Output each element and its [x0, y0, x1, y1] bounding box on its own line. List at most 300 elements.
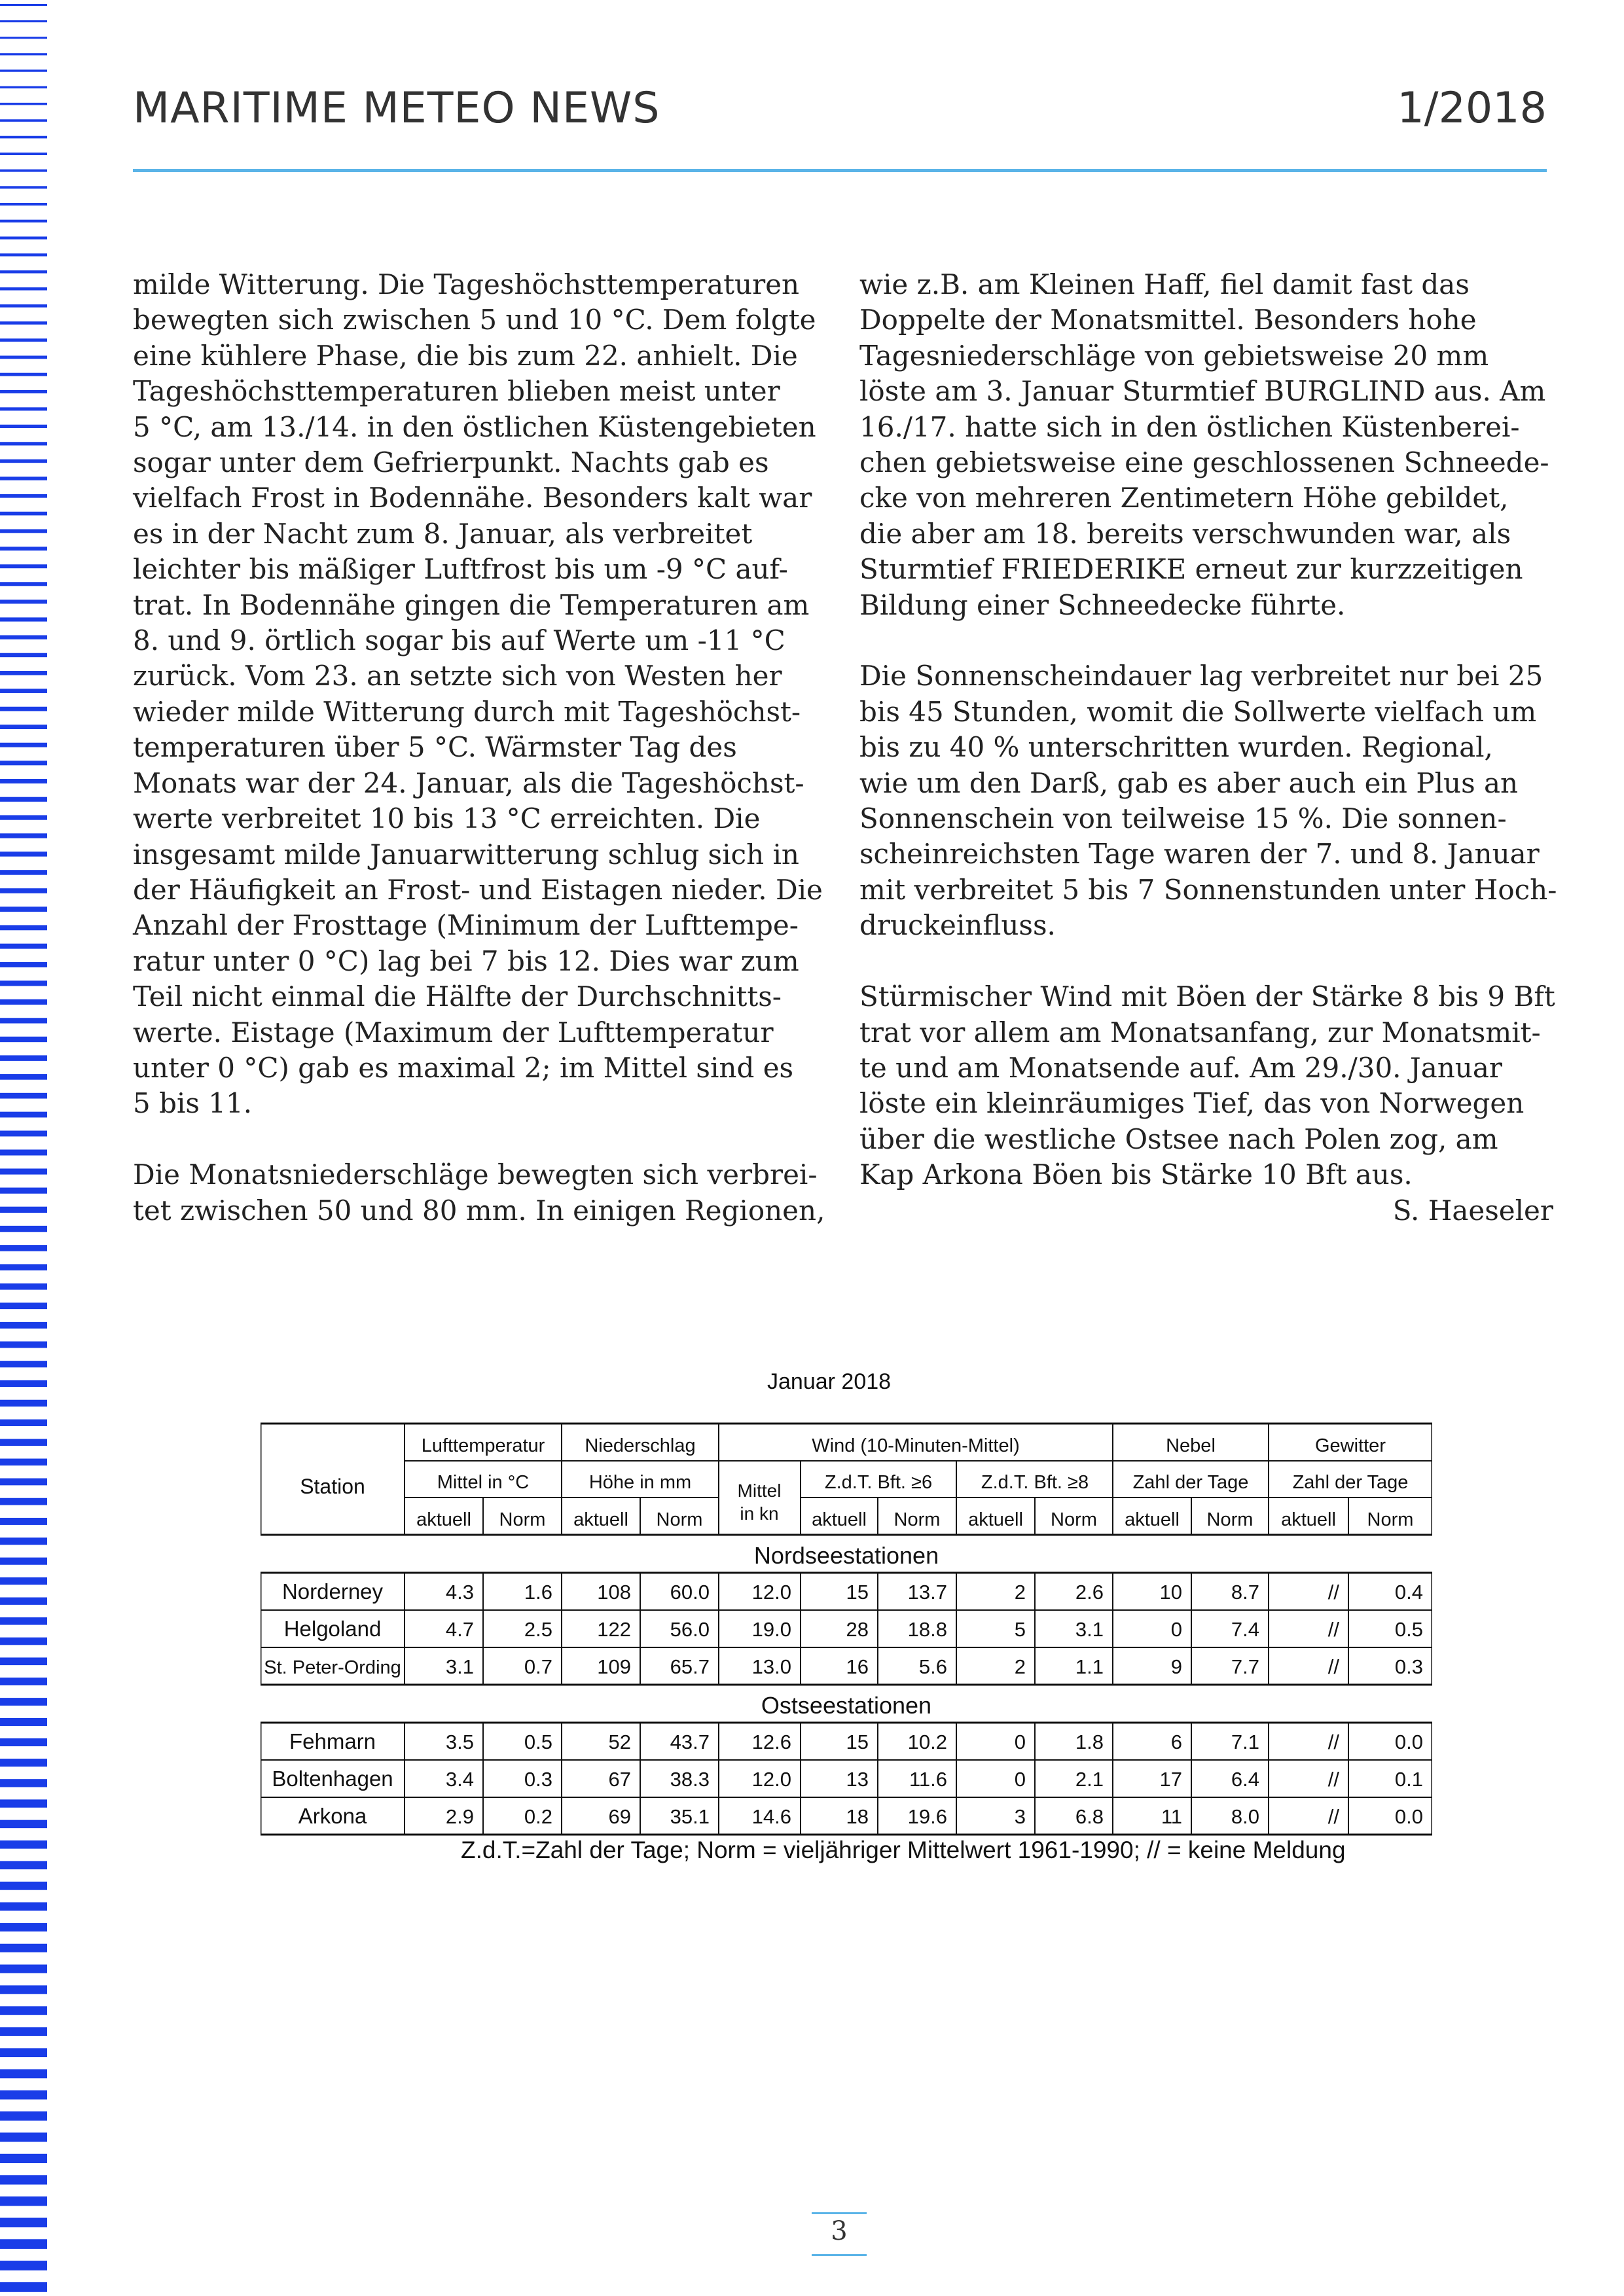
subcolumn-aktuell: aktuell — [416, 1509, 471, 1530]
stripe-bar — [0, 20, 47, 22]
stripe-bar — [0, 4, 47, 6]
stripe-bar — [0, 600, 47, 603]
text-line: über die westliche Ostsee nach Polen zog, am — [859, 1122, 1498, 1155]
stripe-bar — [0, 1055, 47, 1061]
stripe-bar — [0, 2261, 47, 2270]
stripe-bar — [0, 1902, 47, 1910]
section-title: Ostseestationen — [761, 1692, 932, 1719]
stripe-bar — [0, 1207, 47, 1213]
stripe-bar — [0, 2197, 47, 2206]
stripe-bar — [0, 1944, 47, 1952]
data-cell: 0.3 — [524, 1768, 552, 1791]
data-cell: 0.5 — [1394, 1618, 1423, 1641]
data-cell: 1.1 — [1075, 1655, 1104, 1678]
subcolumn-norm: Norm — [1367, 1509, 1414, 1530]
data-cell: 11.6 — [909, 1768, 947, 1791]
text-line: unter 0 °C) gab es maximal 2; im Mittel sind es — [133, 1051, 794, 1084]
paragraph-break — [133, 1122, 807, 1157]
wind-mean-unit: in kn — [740, 1503, 779, 1524]
data-cell: 12.6 — [751, 1731, 791, 1753]
stripe-bar — [0, 564, 47, 568]
stripe-bar — [0, 152, 47, 155]
text-line: te und am Monatsende auf. Am 29./30. Januar — [859, 1051, 1502, 1084]
climate-data-table — [261, 1407, 1432, 1846]
publication-title: MARITIME METEO NEWS — [133, 84, 660, 133]
data-cell: 12.0 — [751, 1768, 791, 1791]
stripe-bar — [0, 494, 47, 498]
stripe-bar — [0, 1479, 47, 1486]
data-cell: 8.0 — [1231, 1805, 1259, 1828]
stripe-bar — [0, 220, 47, 223]
stripe-bar — [0, 1341, 47, 1348]
text-line: löste am 3. Januar Sturmtief BURGLIND aus. Am — [859, 375, 1546, 408]
stripe-bar — [0, 69, 47, 71]
stripe-bar — [0, 2132, 47, 2142]
data-cell: 5.6 — [918, 1655, 947, 1678]
stripe-bar — [0, 1459, 47, 1466]
stripe-bar — [0, 1537, 47, 1545]
stripe-bar — [0, 529, 47, 533]
stripe-bar — [0, 1677, 47, 1685]
data-cell: 0 — [1014, 1768, 1026, 1791]
text-line: Die Sonnenscheindauer lag verbreitet nur bei 25 — [859, 660, 1543, 692]
text-line: scheinreichsten Tage waren der 7. und 8. Januar — [859, 838, 1540, 870]
page-number: 3 — [831, 2216, 848, 2246]
text-line: trat. In Bodennähe gingen die Temperaturen am — [133, 588, 810, 621]
stripe-bar — [0, 1130, 47, 1136]
stripe-bar — [0, 1188, 47, 1194]
text-line: wieder milde Witterung durch mit Tageshöchst- — [133, 695, 801, 728]
stripe-bar — [0, 1018, 47, 1023]
stripe-bar — [0, 980, 47, 986]
stripe-bar — [0, 1985, 47, 1994]
text-line: Tagesniederschläge von gebietsweise 20 mm — [859, 339, 1489, 372]
data-cell: 11 — [1161, 1805, 1182, 1828]
stripe-bar — [0, 1439, 47, 1446]
stripe-bar — [0, 1112, 47, 1118]
stripe-bar — [0, 1518, 47, 1525]
data-cell: 108 — [597, 1581, 631, 1604]
text-line: wie z.B. am Kleinen Haff, fiel damit fast das — [859, 268, 1470, 300]
text-line: zurück. Vom 23. an setzte sich von Westen her — [133, 660, 782, 692]
data-cell: // — [1327, 1581, 1339, 1604]
stripe-bar — [0, 725, 47, 729]
text-line: temperaturen über 5 °C. Wärmster Tag des — [133, 731, 737, 764]
page-header — [133, 84, 1547, 143]
stripe-bar — [0, 761, 47, 765]
text-line: tet zwischen 50 und 80 mm. In einigen Regionen, — [133, 1194, 825, 1227]
text-line: vielfach Frost in Bodennähe. Besonders kalt war — [133, 482, 812, 514]
stripe-bar — [0, 425, 47, 428]
text-line: 8. und 9. örtlich sogar bis auf Werte um -11 °C — [133, 624, 785, 657]
subcolumn-aktuell: aktuell — [1125, 1509, 1180, 1530]
stripe-bar — [0, 944, 47, 949]
stripe-bar — [0, 103, 47, 105]
data-cell: // — [1327, 1805, 1339, 1828]
author-signature: S. Haeseler — [1392, 1194, 1553, 1227]
stripe-bar — [0, 37, 47, 39]
stripe-bar — [0, 1322, 47, 1329]
text-line: chen gebietsweise eine geschlossenen Schneede- — [859, 446, 1549, 479]
article-column-right — [859, 267, 1557, 1229]
data-cell: 6.8 — [1075, 1805, 1104, 1828]
header-divider — [133, 169, 1547, 172]
stripe-bar — [0, 999, 47, 1005]
data-cell: 3.5 — [445, 1731, 474, 1753]
text-line: insgesamt milde Januarwitterung schlug sich in — [133, 838, 799, 870]
text-line: löste ein kleinräumiges Tief, das von Norwegen — [859, 1087, 1525, 1120]
stripe-bar — [0, 1738, 47, 1746]
subcolumn-norm: Norm — [656, 1509, 703, 1530]
data-cell: 4.3 — [445, 1581, 474, 1604]
stripe-bar — [0, 86, 47, 88]
data-cell: 8.7 — [1231, 1581, 1259, 1604]
stripe-bar — [0, 1074, 47, 1080]
station-name: Fehmarn — [289, 1729, 376, 1753]
stripe-bar — [0, 925, 47, 930]
stripe-bar — [0, 203, 47, 206]
data-cell: 0.2 — [524, 1805, 552, 1828]
text-line: werte verbreitet 10 bis 13 °C erreichten. Die — [133, 802, 761, 835]
data-cell: 10 — [1159, 1581, 1182, 1604]
data-cell: 65.7 — [670, 1655, 710, 1678]
stripe-bar — [0, 2048, 47, 2057]
data-cell: 60.0 — [670, 1581, 710, 1604]
station-name: Arkona — [298, 1804, 367, 1828]
data-cell: 13 — [846, 1768, 869, 1791]
page-number-rule-top — [812, 2212, 867, 2214]
text-line: bis zu 40 % unterschritten wurden. Regional, — [859, 731, 1493, 764]
stripe-bar — [0, 1302, 47, 1309]
station-name: Helgoland — [283, 1617, 382, 1641]
stripe-bar — [0, 1149, 47, 1155]
subcolumn-aktuell: aktuell — [968, 1509, 1023, 1530]
text-line: die aber am 18. bereits verschwunden war, als — [859, 517, 1511, 550]
data-cell: 19.6 — [907, 1805, 947, 1828]
data-cell: 2 — [1014, 1655, 1026, 1678]
text-line: Sonnenschein von teilweise 15 %. Die sonnen- — [859, 802, 1507, 835]
data-cell: 14.6 — [751, 1805, 791, 1828]
stripe-bar — [0, 119, 47, 122]
data-cell: 28 — [846, 1618, 869, 1641]
text-line: der Häufigkeit an Frost- und Eistagen nieder. Die — [133, 873, 823, 906]
data-cell: 0 — [1014, 1731, 1026, 1753]
stripe-bar — [0, 689, 47, 693]
data-cell: 6 — [1170, 1731, 1182, 1753]
wind-days-bft8-header: Z.d.T. Bft. ≥8 — [981, 1472, 1089, 1493]
stripe-bar — [0, 1799, 47, 1807]
data-cell: 16 — [846, 1655, 869, 1678]
stripe-bar — [0, 1638, 47, 1645]
data-cell: 2 — [1014, 1581, 1026, 1604]
text-line: bewegten sich zwischen 5 und 10 °C. Dem folgte — [133, 304, 816, 336]
stripe-bar — [0, 390, 47, 393]
data-cell: 2.9 — [445, 1805, 474, 1828]
stripe-bar — [0, 797, 47, 802]
subcolumn-norm: Norm — [499, 1509, 546, 1530]
stripe-bar — [0, 707, 47, 711]
stripe-bar — [0, 1617, 47, 1624]
data-cell: 1.8 — [1075, 1731, 1104, 1753]
group-header: Nebel — [1166, 1435, 1216, 1456]
text-line: cke von mehreren Zentimetern Höhe gebildet, — [859, 482, 1509, 514]
group-header: Lufttemperatur — [421, 1435, 545, 1456]
stripe-bar — [0, 1226, 47, 1232]
station-header: Station — [300, 1475, 365, 1498]
stripe-bar — [0, 582, 47, 586]
station-name: Norderney — [281, 1579, 384, 1604]
stripe-bar — [0, 1965, 47, 1973]
stripe-bar — [0, 2175, 47, 2184]
stripe-bar — [0, 888, 47, 893]
stripe-bar — [0, 1779, 47, 1787]
stripe-bar — [0, 1420, 47, 1426]
text-line: Sturmtief FRIEDERIKE erneut zur kurzzeitigen — [859, 553, 1523, 586]
data-cell: 15 — [846, 1731, 869, 1753]
wind-days-bft6-header: Z.d.T. Bft. ≥6 — [824, 1472, 933, 1493]
text-line: trat vor allem am Monatsanfang, zur Monatsmit- — [859, 1016, 1541, 1049]
stripe-bar — [0, 270, 47, 273]
issue-number: 1/2018 — [1397, 84, 1547, 133]
data-cell: 7.4 — [1231, 1618, 1259, 1641]
text-line: 5 °C, am 13./14. in den östlichen Küstengebieten — [133, 410, 816, 443]
stripe-bar — [0, 636, 47, 639]
text-line: Anzahl der Frosttage (Minimum der Lufttempe- — [133, 909, 799, 942]
stripe-bar — [0, 2090, 47, 2100]
text-line: milde Witterung. Die Tageshöchsttemperaturen — [133, 268, 800, 300]
data-cell: 0.5 — [524, 1731, 552, 1753]
stripe-bar — [0, 852, 47, 856]
data-cell: 18 — [846, 1805, 869, 1828]
stripe-bar — [0, 1861, 47, 1869]
stripe-bar — [0, 833, 47, 838]
stripe-bar — [0, 779, 47, 783]
data-cell: 56.0 — [670, 1618, 710, 1641]
data-cell: 7.1 — [1231, 1731, 1259, 1753]
stripe-bar — [0, 186, 47, 188]
data-cell: 67 — [608, 1768, 631, 1791]
stripe-bar — [0, 1923, 47, 1931]
data-cell: 19.0 — [751, 1618, 791, 1641]
text-line: 16./17. hatte sich in den östlichen Küstenberei- — [859, 410, 1520, 443]
group-subheader: Zahl der Tage — [1132, 1472, 1249, 1493]
subcolumn-norm: Norm — [1051, 1509, 1097, 1530]
text-line: leichter bis mäßiger Luftfrost bis um -9 °C auf- — [133, 553, 788, 586]
data-cell: 69 — [608, 1805, 631, 1828]
stripe-bar — [0, 2006, 47, 2015]
stripe-bar — [0, 815, 47, 819]
table-footnote: Z.d.T.=Zahl der Tage; Norm = vieljähriger Mittelwert 1961-1990; // = keine Meldung — [461, 1837, 1346, 1863]
stripe-bar — [0, 1400, 47, 1407]
data-cell: 0 — [1170, 1618, 1182, 1641]
subcolumn-aktuell: aktuell — [812, 1509, 867, 1530]
stripe-bar — [0, 617, 47, 621]
text-line: Tageshöchsttemperaturen blieben meist unter — [133, 375, 780, 408]
data-cell: // — [1327, 1655, 1339, 1678]
stripe-bar — [0, 870, 47, 875]
text-line: Bildung einer Schneedecke führte. — [859, 588, 1346, 621]
stripe-bar — [0, 1361, 47, 1367]
data-cell: 17 — [1159, 1768, 1182, 1791]
text-line: Die Monatsniederschläge bewegten sich verbrei- — [133, 1158, 818, 1191]
stripe-bar — [0, 407, 47, 410]
stripe-bar — [0, 136, 47, 139]
text-line: druckeinfluss. — [859, 909, 1056, 942]
stripe-bar — [0, 459, 47, 463]
data-cell: 52 — [608, 1731, 631, 1753]
data-cell: 122 — [597, 1618, 631, 1641]
text-line: mit verbreitet 5 bis 7 Sonnenstunden unter Hoch- — [859, 873, 1557, 906]
data-cell: 3.1 — [445, 1655, 474, 1678]
stripe-bar — [0, 1820, 47, 1829]
data-cell: 13.0 — [751, 1655, 791, 1678]
data-cell: 2.1 — [1075, 1768, 1104, 1791]
data-cell: 0.0 — [1394, 1805, 1423, 1828]
stripe-bar — [0, 1558, 47, 1565]
stripe-bar — [0, 1283, 47, 1290]
stripe-bar — [0, 2069, 47, 2078]
text-line: bis 45 Stunden, womit die Sollwerte vielfach um — [859, 695, 1537, 728]
data-cell: 9 — [1170, 1655, 1182, 1678]
stripe-bar — [0, 53, 47, 55]
data-cell: 3.4 — [445, 1768, 474, 1791]
stripe-bar — [0, 321, 47, 325]
stripe-bar — [0, 1718, 47, 1726]
stripe-bar — [0, 170, 47, 172]
group-header: Niederschlag — [585, 1435, 696, 1456]
stripe-bar — [0, 236, 47, 239]
data-cell: 38.3 — [670, 1768, 710, 1791]
text-line: Teil nicht einmal die Hälfte der Durchschnitts- — [133, 980, 782, 1013]
data-cell: // — [1327, 1731, 1339, 1753]
text-line: 5 bis 11. — [133, 1087, 253, 1120]
stripe-graphic — [0, 0, 47, 2296]
page-number-rule-bottom — [812, 2254, 867, 2256]
stripe-bar — [0, 1577, 47, 1585]
group-header: Wind (10-Minuten-Mittel) — [812, 1435, 1020, 1456]
stripe-bar — [0, 287, 47, 291]
data-cell: 1.6 — [524, 1581, 552, 1604]
text-line: ratur unter 0 °C) lag bei 7 bis 12. Dies war zum — [133, 944, 799, 977]
stripe-bar — [0, 1168, 47, 1174]
text-line: Kap Arkona Böen bis Stärke 10 Bft aus. — [859, 1158, 1413, 1191]
stripe-bar — [0, 653, 47, 657]
data-cell: 18.8 — [907, 1618, 947, 1641]
stripe-bar — [0, 1598, 47, 1605]
paragraph-break — [859, 944, 1553, 979]
stripe-bar — [0, 1882, 47, 1890]
stripe-bar — [0, 1840, 47, 1849]
group-header: Gewitter — [1315, 1435, 1386, 1456]
stripe-bar — [0, 476, 47, 480]
text-line: Monats war der 24. Januar, als die Tageshöchst- — [133, 766, 804, 799]
stripe-bar — [0, 1698, 47, 1706]
text-line: Stürmischer Wind mit Böen der Stärke 8 bis 9 Bft — [859, 980, 1555, 1013]
text-line: werte. Eistage (Maximum der Lufttemperatur — [133, 1016, 774, 1049]
group-subheader: Zahl der Tage — [1292, 1472, 1409, 1493]
stripe-bar — [0, 373, 47, 376]
stripe-bar — [0, 512, 47, 516]
data-cell: 10.2 — [907, 1731, 947, 1753]
paragraph-break — [859, 623, 1553, 658]
data-cell: 13.7 — [907, 1581, 947, 1604]
data-cell: 2.5 — [524, 1618, 552, 1641]
stripe-bar — [0, 906, 47, 912]
data-cell: 4.7 — [445, 1618, 474, 1641]
stripe-bar — [0, 962, 47, 967]
subcolumn-aktuell: aktuell — [1281, 1509, 1336, 1530]
data-cell: 2.6 — [1075, 1581, 1104, 1604]
stripe-bar — [0, 2154, 47, 2163]
data-cell: 0.0 — [1394, 1731, 1423, 1753]
data-cell: 109 — [597, 1655, 631, 1678]
data-cell: 0.1 — [1394, 1768, 1423, 1791]
data-cell: 0.3 — [1394, 1655, 1423, 1678]
stripe-bar — [0, 547, 47, 550]
stripe-bar — [0, 338, 47, 342]
data-cell: 43.7 — [670, 1731, 710, 1753]
stripe-bar — [0, 2218, 47, 2228]
data-cell: // — [1327, 1768, 1339, 1791]
data-cell: // — [1327, 1618, 1339, 1641]
data-cell: 7.7 — [1231, 1655, 1259, 1678]
data-cell: 5 — [1014, 1618, 1026, 1641]
stripe-bar — [0, 1245, 47, 1251]
subcolumn-aktuell: aktuell — [573, 1509, 628, 1530]
data-cell: 35.1 — [670, 1805, 710, 1828]
subcolumn-norm: Norm — [1206, 1509, 1254, 1530]
stripe-bar — [0, 442, 47, 445]
stripe-bar — [0, 1264, 47, 1270]
decorative-side-stripe — [0, 0, 47, 2296]
data-cell: 3.1 — [1075, 1618, 1104, 1641]
stripe-bar — [0, 1037, 47, 1042]
article-column-left — [133, 267, 825, 1229]
stripe-bar — [0, 2111, 47, 2121]
data-cell: 6.4 — [1231, 1768, 1259, 1791]
data-cell: 12.0 — [751, 1581, 791, 1604]
group-subheader: Mittel in °C — [437, 1472, 530, 1493]
text-line: es in der Nacht zum 8. Januar, als verbreitet — [133, 517, 753, 550]
stripe-bar — [0, 355, 47, 359]
text-line: eine kühlere Phase, die bis zum 22. anhielt. Die — [133, 339, 798, 372]
data-cell: 0.7 — [524, 1655, 552, 1678]
stripe-bar — [0, 253, 47, 256]
stripe-bar — [0, 1093, 47, 1099]
stripe-bar — [0, 1380, 47, 1387]
stripe-bar — [0, 743, 47, 747]
text-line: Doppelte der Monatsmittel. Besonders hohe — [859, 304, 1477, 336]
stripe-bar — [0, 2239, 47, 2249]
stripe-bar — [0, 1657, 47, 1665]
group-subheader: Höhe in mm — [588, 1472, 692, 1493]
stripe-bar — [0, 2282, 47, 2292]
station-name: St. Peter-Ording — [264, 1657, 401, 1678]
table-caption: Januar 2018 — [767, 1369, 892, 1394]
stripe-bar — [0, 671, 47, 675]
text-line: sogar unter dem Gefrierpunkt. Nachts gab es — [133, 446, 769, 479]
subcolumn-norm: Norm — [893, 1509, 941, 1530]
section-title: Nordseestationen — [753, 1542, 939, 1569]
stripe-bar — [0, 304, 47, 308]
text-line: wie um den Darß, gab es aber auch ein Plus an — [859, 766, 1519, 799]
station-name: Boltenhagen — [272, 1767, 393, 1791]
stripe-bar — [0, 1759, 47, 1767]
data-cell: 3 — [1014, 1805, 1026, 1828]
data-cell: 0.4 — [1394, 1581, 1423, 1604]
data-cell: 15 — [846, 1581, 869, 1604]
stripe-bar — [0, 2027, 47, 2036]
